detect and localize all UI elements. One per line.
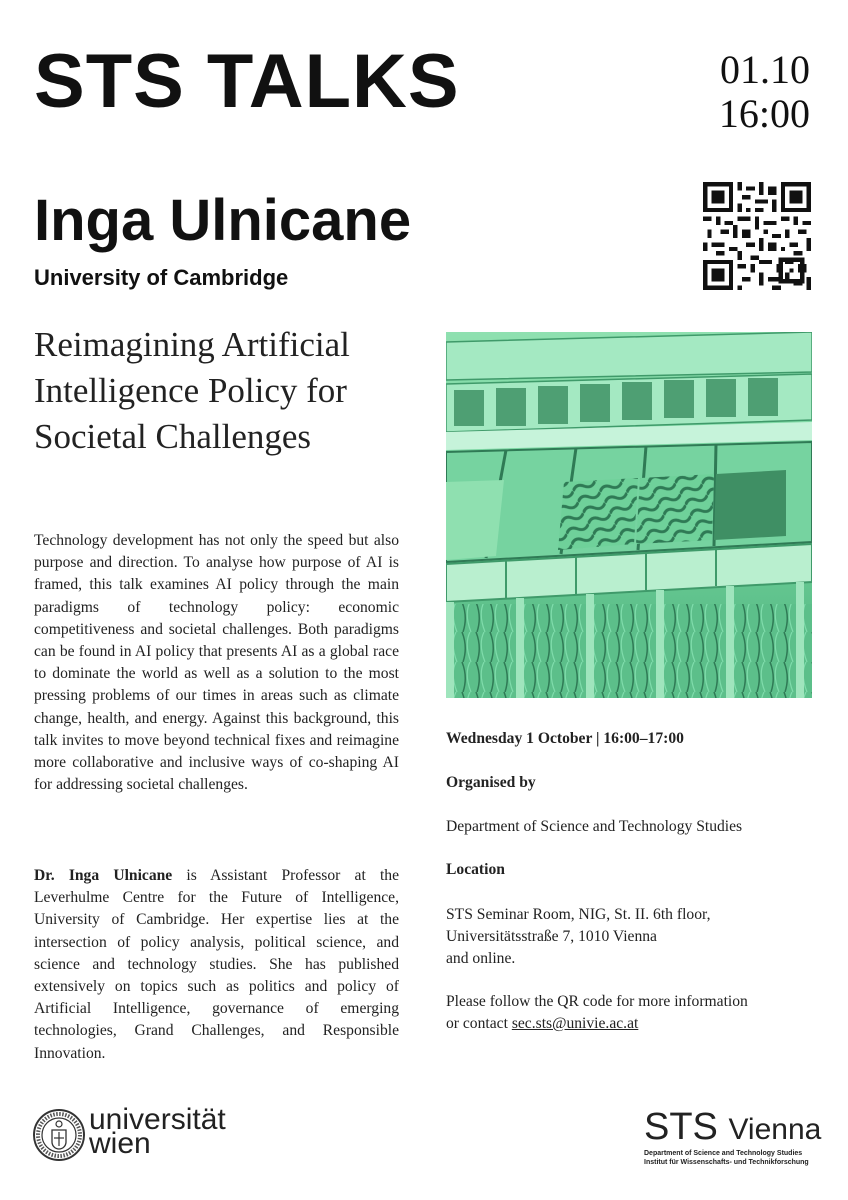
location-line-3: and online.	[446, 950, 516, 967]
event-time: 16:00	[718, 91, 810, 136]
contact-line-1: Please follow the QR code for more information	[446, 993, 748, 1010]
series-title: STS TALKS	[34, 39, 460, 124]
university-wordmark-line-2: wien	[89, 1127, 151, 1160]
organiser-name: Department of Science and Technology Studies	[446, 818, 743, 835]
sts-logo-city: Vienna	[728, 1113, 822, 1146]
date-time-block	[719, 48, 810, 136]
event-datetime: Wednesday 1 October | 16:00–17:00	[446, 730, 684, 747]
speaker-bio	[34, 865, 399, 1065]
sts-logo-main: STS	[644, 1106, 718, 1148]
location-line-1: STS Seminar Room, NIG, St. II. 6th floor,	[446, 906, 711, 923]
bio-text: is Assistant Professor at the Leverhulme Centre for the Future of Intelligence, University of Cambridge. Her expertise lies at the intersection of policy analysis, political science, and science and technology studies. She has published extensively on topics such as politics and policy of Artificial Intelligence, governance of emerging technologies, Grand Challenges, and Responsible Innovation.	[34, 867, 399, 1062]
server-rack-image	[446, 332, 812, 698]
sts-vienna-logo	[644, 1106, 822, 1167]
university-wordmark	[89, 1103, 226, 1160]
bio-name: Dr. Inga Ulnicane	[34, 867, 173, 884]
contact-email-link[interactable]: sec.sts@univie.ac.at	[511, 1015, 639, 1032]
talk-abstract: Technology development has not only the speed but also purpose and direction. To analyse how purpose of AI is framed, this talk examines AI policy through the main paradigms of technology policy: economic competitiveness and societal challenges. Both paradigms can be found in AI policy that presents AI as a global race to dominate the world as well as a solution to the most pressing problems of our times in areas such as climate change, health, and energy. Against this background, this talk invites to move beyond technical fixes and reimagine more collaborative and inclusive ways of co-shaping AI for addressing societal challenges.	[34, 532, 399, 794]
organised-by-label: Organised by	[446, 774, 536, 791]
speaker-affiliation: University of Cambridge	[34, 265, 289, 290]
location-label: Location	[446, 861, 505, 878]
location-line-2: Universitätsstraße 7, 1010 Vienna	[446, 928, 657, 945]
talk-title: Reimagining Artificial Intelligence Policy for Societal Challenges	[34, 325, 350, 456]
department-name-en: Department of Science and Technology Studies	[644, 1150, 803, 1157]
speaker-name: Inga Ulnicane	[34, 188, 412, 253]
university-seal-icon	[32, 1108, 86, 1162]
university-wordmark-line-1: universität	[89, 1103, 226, 1136]
department-name-de: Institut für Wissenschafts- und Technikforschung	[644, 1159, 809, 1166]
contact-line-2	[446, 1013, 638, 1035]
contact-prefix: or contact	[446, 1015, 512, 1032]
event-date: 01.10	[720, 47, 810, 92]
qr-code-icon[interactable]	[703, 182, 811, 290]
